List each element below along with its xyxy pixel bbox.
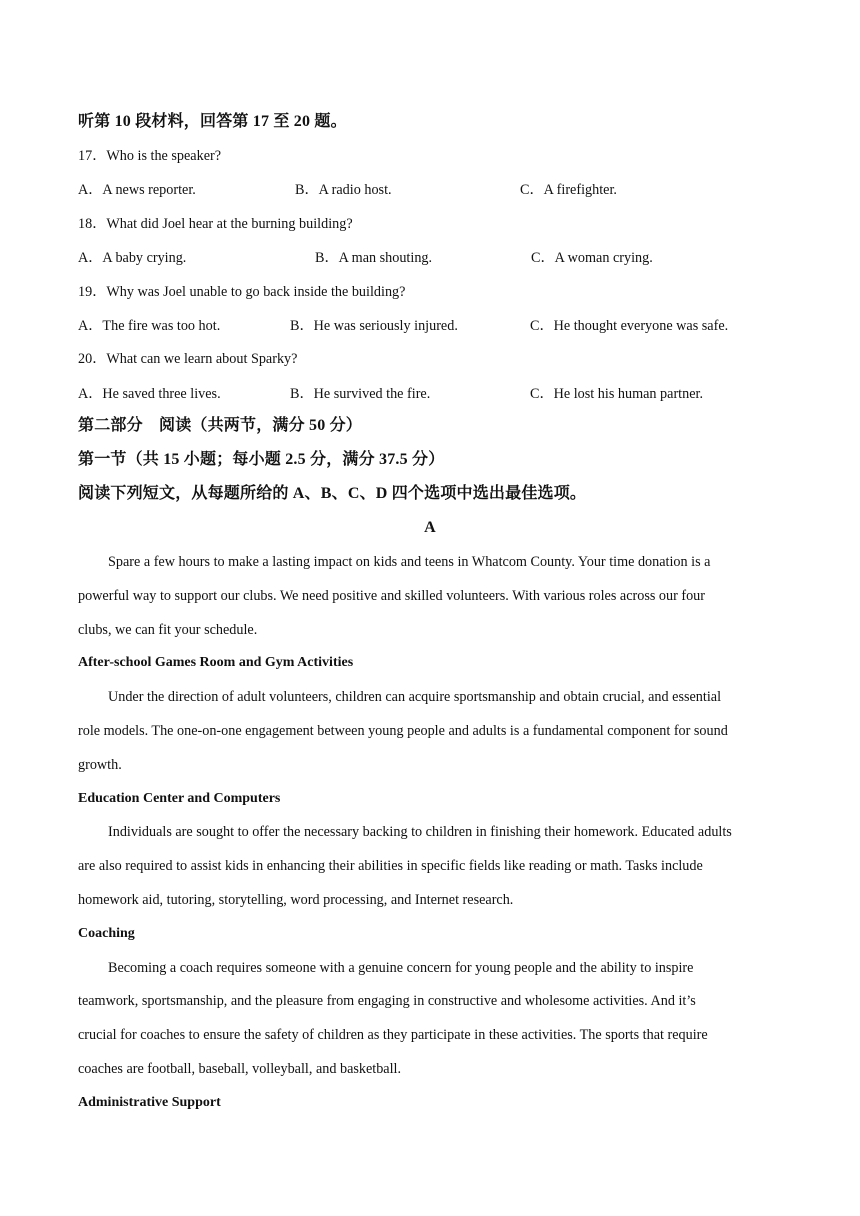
education-line-1: Individuals are sought to offer the necessary backing to children in finishing their homework. Educated adults: [108, 824, 732, 840]
q18-option-c: C．A woman crying.: [531, 250, 653, 266]
q18-option-b: B．A man shouting.: [315, 250, 433, 266]
intro-line-1: Spare a few hours to make a lasting impact on kids and teens in Whatcom County. Your time donation is a: [108, 554, 711, 570]
after-school-line-3: growth.: [78, 757, 122, 773]
q20-option-b: B．He survived the fire.: [290, 386, 431, 402]
coaching-line-1: Becoming a coach requires someone with a genuine concern for young people and the ability to inspire: [108, 960, 694, 976]
section-title-admin-support: Administrative Support: [78, 1095, 221, 1110]
q19-option-b: B．He was seriously injured.: [290, 318, 458, 334]
q19-option-a: A．The fire was too hot.: [78, 318, 221, 334]
intro-line-3: clubs, we can fit your schedule.: [78, 622, 258, 638]
intro-line-2: powerful way to support our clubs. We need positive and skilled volunteers. With various roles across our four: [78, 588, 706, 604]
q19-option-c: C．He thought everyone was safe.: [530, 318, 729, 334]
after-school-line-1: Under the direction of adult volunteers, children can acquire sportsmanship and obtain crucial, and essential: [108, 689, 722, 705]
coaching-line-2: teamwork, sportsmanship, and the pleasure from engaging in constructive and wholesome activities. And it’s: [78, 993, 696, 1009]
education-line-3: homework aid, tutoring, storytelling, word processing, and Internet research.: [78, 892, 514, 908]
section1-heading: 第一节（共 15 小题；每小题 2.5 分，满分 37.5 分）: [78, 451, 445, 468]
q17-option-a: A．A news reporter.: [78, 182, 196, 198]
education-line-2: are also required to assist kids in enhancing their abilities in specific fields like reading or math. Tasks include: [78, 858, 703, 874]
passage-label: A: [424, 519, 436, 536]
question-19: 19．Why was Joel unable to go back inside the building?: [78, 284, 406, 300]
part2-heading: 第二部分 阅读（共两节，满分 50 分）: [78, 417, 363, 434]
question-20: 20．What can we learn about Sparky?: [78, 351, 298, 367]
q20-option-a: A．He saved three lives.: [78, 386, 221, 402]
q20-option-c: C．He lost his human partner.: [530, 386, 703, 402]
section-title-coaching: Coaching: [78, 926, 135, 941]
coaching-line-3: crucial for coaches to ensure the safety of children as they participate in these activities. The sports that require: [78, 1027, 708, 1043]
question-17: 17．Who is the speaker?: [78, 148, 222, 164]
coaching-line-4: coaches are football, baseball, volleyball, and basketball.: [78, 1061, 402, 1077]
q17-option-c: C．A firefighter.: [520, 182, 617, 198]
after-school-line-2: role models. The one-on-one engagement between young people and adults is a fundamental component for sound: [78, 723, 728, 739]
question-18: 18．What did Joel hear at the burning building?: [78, 216, 353, 232]
section-title-after-school: After-school Games Room and Gym Activities: [78, 655, 354, 670]
q18-option-a: A．A baby crying.: [78, 250, 187, 266]
reading-instruction: 阅读下列短文，从每题所给的 A、B、C、D 四个选项中选出最佳选项。: [78, 485, 587, 502]
section-title-education: Education Center and Computers: [78, 791, 281, 806]
q17-option-b: B．A radio host.: [295, 182, 392, 198]
section10-heading: 听第 10 段材料，回答第 17 至 20 题。: [78, 113, 347, 130]
